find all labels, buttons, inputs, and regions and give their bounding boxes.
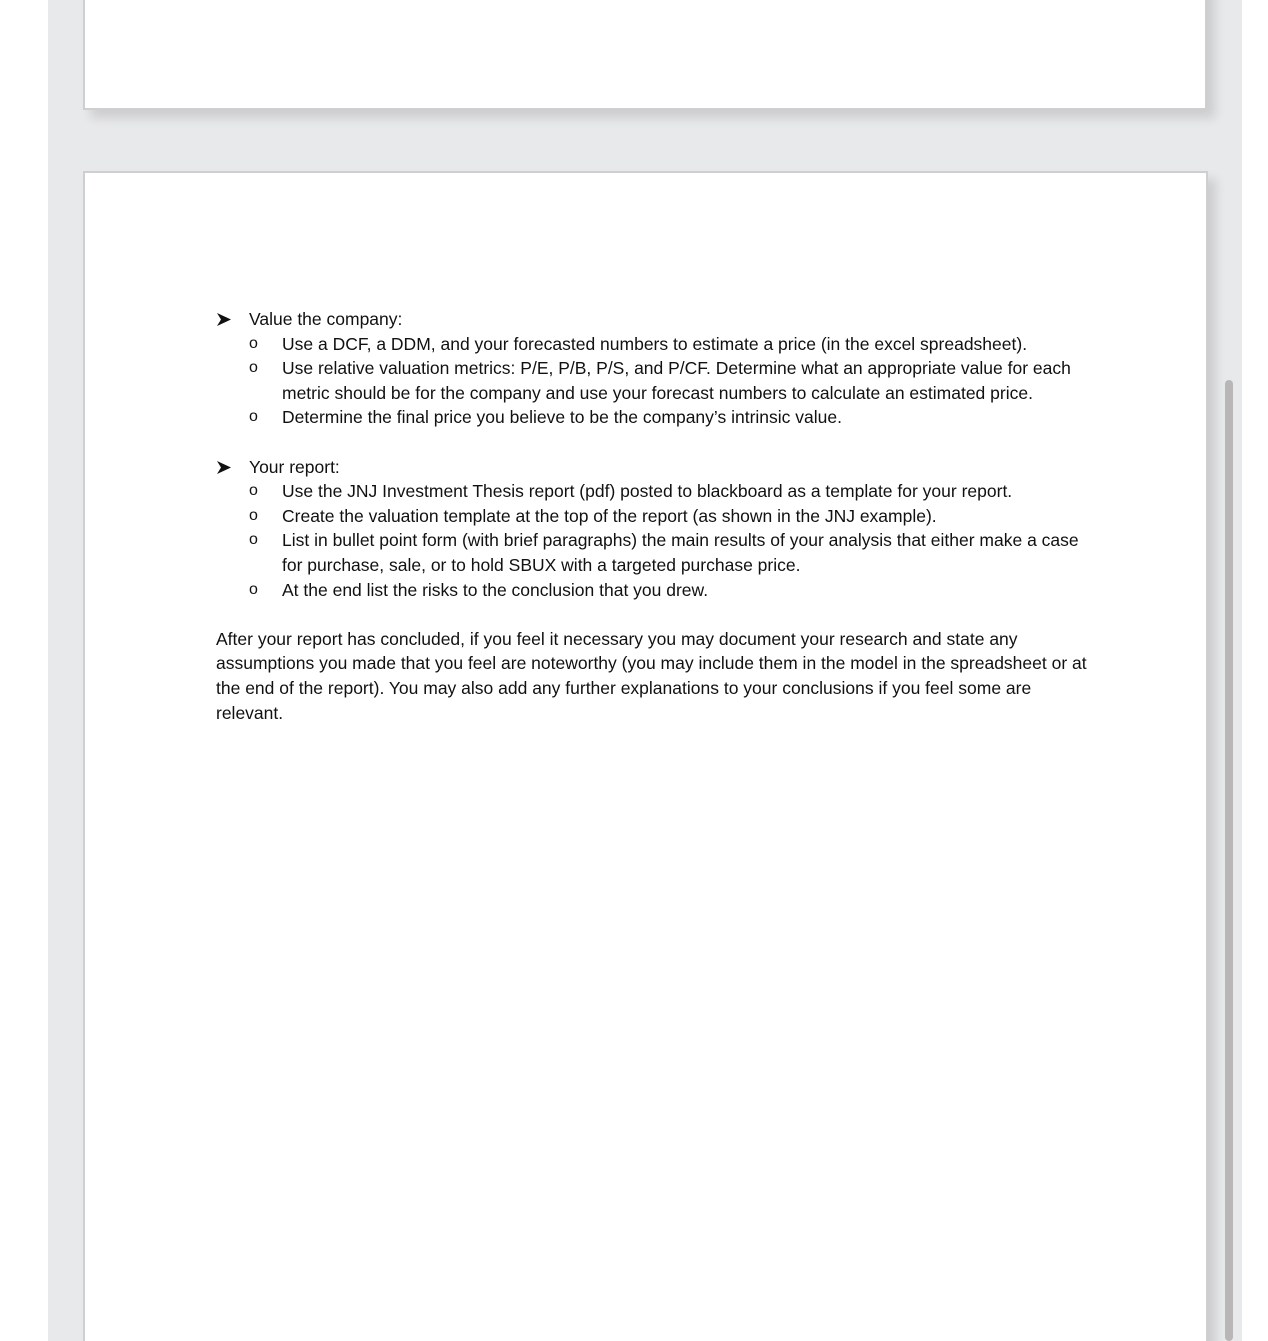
circle-bullet-icon: o: [249, 531, 258, 549]
circle-bullet-icon: o: [249, 359, 258, 377]
list-item-text: Use relative valuation metrics: P/E, P/B, P/S, and P/CF. Determine what an appropriate value for each metric should be for the company and use your forecast numbers to calculate an estimated price.: [282, 358, 1071, 403]
sub-list: [216, 479, 1096, 602]
sub-list: [216, 332, 1096, 430]
arrowhead-bullet-icon: [217, 307, 231, 332]
section-heading: Value the company:: [249, 309, 403, 329]
section-heading: Your report:: [249, 456, 340, 477]
list-item: [216, 578, 1096, 603]
list-item: [216, 479, 1096, 504]
list-item: [216, 332, 1096, 357]
list-item: [216, 504, 1096, 529]
list-item: [216, 405, 1096, 430]
arrowhead-bullet-icon: [217, 455, 231, 480]
page-content: [216, 307, 1096, 743]
circle-bullet-icon: o: [249, 482, 258, 500]
current-page: [83, 171, 1208, 1341]
list-item-text: Use the JNJ Investment Thesis report (pdf) posted to blackboard as a template for your report.: [282, 481, 1013, 502]
list-item-text: Use a DCF, a DDM, and your forecasted numbers to estimate a price (in the excel spreadsheet).: [282, 333, 1028, 354]
list-item: [216, 356, 1096, 405]
document-viewer[interactable]: [48, 0, 1242, 1341]
list-item-text: Create the valuation template at the top of the report (as shown in the JNJ example).: [282, 505, 937, 526]
circle-bullet-icon: o: [249, 408, 258, 426]
list-item: [216, 528, 1096, 577]
previous-page: [83, 0, 1207, 110]
circle-bullet-icon: o: [249, 580, 258, 598]
list-item-text: At the end list the risks to the conclusion that you drew.: [282, 579, 709, 600]
section-your-report: [216, 455, 1096, 603]
scrollbar-thumb[interactable]: [1225, 380, 1233, 1341]
circle-bullet-icon: o: [249, 506, 258, 524]
closing-paragraph: After your report has concluded, if you feel it necessary you may document your research and state any assumptions you made that you feel are noteworthy (you may include them in the model in the spreadsheet or at the end of the report). You may also add any further explanations to your conclusions if you feel some are relevant.: [216, 628, 1087, 723]
list-item: [216, 455, 1096, 480]
section-value-company: [216, 307, 1096, 430]
list-item: [216, 307, 1096, 332]
list-item-text: List in bullet point form (with brief paragraphs) the main results of your analysis that either make a case for purchase, sale, or to hold SBUX with a targeted purchase price.: [282, 530, 1079, 575]
list-item-text: Determine the final price you believe to be the company’s intrinsic value.: [282, 407, 842, 428]
circle-bullet-icon: o: [249, 334, 258, 352]
